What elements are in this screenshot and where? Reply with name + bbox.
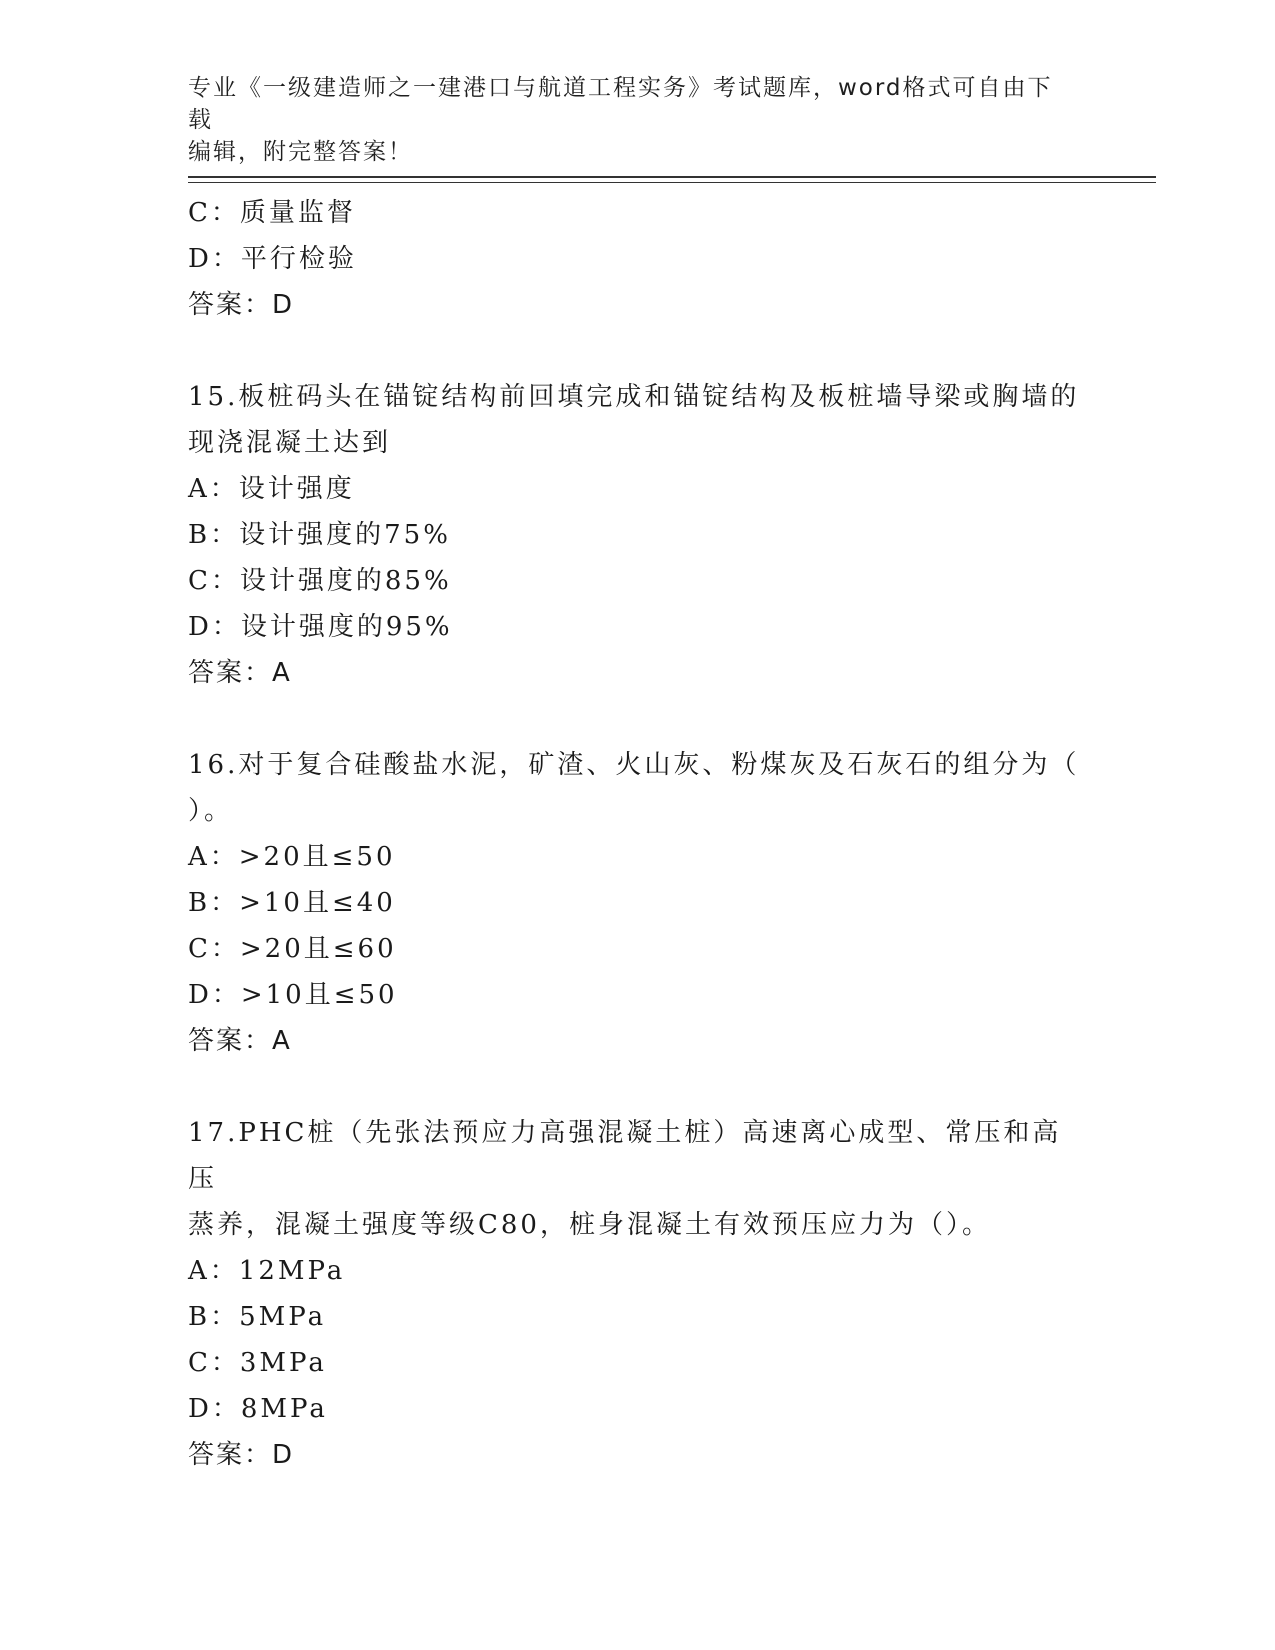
option-a: A：>20且≤50 [188, 842, 396, 872]
answer-line: 答案：D [188, 290, 295, 320]
spacer [188, 328, 1088, 374]
header-line-1: 专业《一级建造师之一建港口与航道工程实务》考试题库，word格式可自由下载 [188, 75, 1053, 133]
question-list [188, 190, 1088, 1478]
answer-line: 答案：D [188, 1440, 295, 1470]
option-d: D：平行检验 [188, 244, 357, 274]
option-d: D：设计强度的95% [188, 612, 453, 642]
option-c: C：3MPa [188, 1348, 327, 1378]
spacer [188, 696, 1088, 742]
question-15 [188, 374, 1088, 696]
option-d: D：8MPa [188, 1394, 328, 1424]
question-text-line-1: 16.对于复合硅酸盐水泥，矿渣、火山灰、粉煤灰及石灰石的组分为（ [188, 750, 1080, 780]
question-text-line-1: 17.PHC桩（先张法预应力高强混凝土桩）高速离心成型、常压和高压 [188, 1118, 1062, 1194]
header-line-2: 编辑，附完整答案！ [188, 139, 413, 165]
option-b: B：5MPa [188, 1302, 327, 1332]
option-a: A：12MPa [188, 1256, 346, 1286]
option-c: C：>20且≤60 [188, 934, 397, 964]
question-text-line-2: 现浇混凝土达到 [188, 428, 392, 458]
option-c: C：设计强度的85% [188, 566, 452, 596]
header-divider-thick [188, 176, 1156, 178]
option-a: A：设计强度 [188, 474, 355, 504]
answer-line: 答案：A [188, 1026, 292, 1056]
question-17 [188, 1110, 1088, 1478]
option-b: B：>10且≤40 [188, 888, 396, 918]
question-16 [188, 742, 1088, 1064]
spacer [188, 1064, 1088, 1110]
answer-line: 答案：A [188, 658, 292, 688]
option-d: D：>10且≤50 [188, 980, 398, 1010]
header-divider-thin [188, 182, 1156, 183]
document-header [188, 72, 1068, 168]
question-text-line-2: ）。 [188, 796, 234, 826]
option-c: C：质量监督 [188, 198, 356, 228]
question-text-line-1: 15.板桩码头在锚锭结构前回填完成和锚锭结构及板桩墙导梁或胸墙的 [188, 382, 1080, 412]
option-b: B：设计强度的75% [188, 520, 451, 550]
question-14-continued [188, 190, 1088, 328]
question-text-line-2: 蒸养，混凝土强度等级C80，桩身混凝土有效预压应力为（）。 [188, 1210, 991, 1240]
